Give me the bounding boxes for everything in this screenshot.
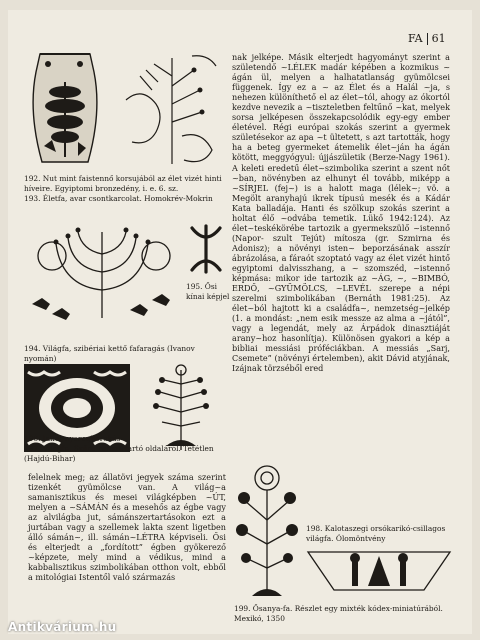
figure-199-mixtec-tree <box>304 550 454 592</box>
header-divider <box>427 33 428 45</box>
body-text-right-column <box>232 52 450 374</box>
body-text-left-column <box>28 472 226 583</box>
figure-198-kalotaszeg-tree <box>234 460 300 600</box>
figure-192-egyptian-vessel <box>22 42 108 170</box>
caption-197: 197. Világfa. Szűrű ruhszirtartó oldaláról. Tetétlen (Hajdú-Bihar) <box>24 444 214 463</box>
figure-193-avar-engraving <box>112 46 228 176</box>
figure-195-chinese-glyph <box>186 220 226 278</box>
site-watermark: Antikvárium.hu <box>8 620 117 634</box>
caption-196: 196. Jakut nyeregberakás <box>24 434 121 443</box>
figure-194-siberian-world-tree <box>22 214 184 330</box>
caption-194: 194. Világfa, szibériai kettő fafaragás (Ivanov nyomán) <box>24 344 195 363</box>
page-header <box>408 32 446 45</box>
book-page <box>8 10 472 634</box>
caption-198: 198. Kalotaszegi orsókarikó-csillagos világfa. Ólomöntvény <box>306 524 446 543</box>
caption-193: 193. Életfa, avar csontkarcolat. Homokrév-Mokrin <box>24 194 213 203</box>
caption-192: 192. Nut mint faistennő korsujából az élet vizét hinti híveire. Egyiptomi bronzedény, i. e. 6. sz. <box>24 174 222 193</box>
page-number: 61 <box>431 32 446 45</box>
paragraph-left: felelnek meg; az állatövi jegyek száma szerint tizenkét gyümölcse van. A világ~a samanisztikus és mesei világképben ~ÚT, melyen a ~SÁMÁN és a mesehős az égbe vagy az alvilágba jut, sámánszertartásokon ezt a jurtában vagy a szellemek lakta szent ligetben álló sámán~, ill. sámán~LÉTRA képviseli. Ősi és elterjedt a „fordított” égben gyökerező ~képzete, mely mind a védikus, mind a kabbalisztikus szimbolikában otthon volt, ebből a mitológiai Istentől való származás <box>28 472 226 583</box>
caption-199: 199. Ősanya-fa. Részlet egy mixték kódex-miniatúrából. Mexikó, 1350 <box>234 604 443 623</box>
section-title: FA <box>408 32 423 45</box>
caption-195: 195. Ősi kínai képjel <box>186 282 230 301</box>
paragraph-right: nak jelképe. Másik elterjedt hagyományt szerint a születendő ~LÉLEK madár képében a kozmikus ~ ágán ül, melyen a halhatatlanság gyümölcsei függenek. Így ez a ~ az Élet és a Halál ~ja, s nehezen különíthető el az élet~tól, ahogy az ókortól kezdve nevezik a ~tiszteletben feltűnő ~kat, melyek sorsa jelképesen összekapcsolódik egy-egy ember életével. Régi európai szokás szerint a gyermek születésekor az apa ~t ültetett, s azt tartották, hogy ha a beteg gyermeket átemelik élet~ján ha ágán kötött, meggyógyul: újjászületik (Berze-Nagy 1961). A keleti eredetű élet~szimbolika szerint a szent nőt ~ban, növényben az elhunyt él tovább, miképp a ~SÍRJEL (fej~) is a halott maga (lélek~; vö. a Megölt aranyhajú ikrek típusú mesék és a Kádár Kata balladája. Hanti és szölkup szokás szerint a holtat élő ~odvába temetik. Lükő 1942:124). Az élet~teskékörébe tartozik a gyermekszülő ~istennő (Napor- szult Tejút) mítosza (gr. Szmirna és Adonisz); a növényi isten~ beporzásának asszír ábrázolása, a fáraót szoptató vagy az élet vizét hintő egyiptomi dalvisszhang, a ~ szomszéd, ~istennő képmása: mikor ide tartozik az ~ÁG, ~, ~BIMBÓ, ERDŐ, ~GYÜMÖLCS, ~LEVÉL szerepe a népi szerelmi szimbolikában (Bernáth 1981:25). Az élet~ból hajtott ki a családfa~, nemzetség~jelkép (1. a mondást: „nem esik messze az alma a ~jától”, vagy a legendát, mely az Árpádok dinasztiáját arany~hoz hasonlítja). Különösen gyakori a kép a bibliai messiási próféciákban. A messiás „Sarj, Csemete” (növényi értelemben), akit Dávid atyjának, Izájnak törzséből ered <box>232 52 450 374</box>
